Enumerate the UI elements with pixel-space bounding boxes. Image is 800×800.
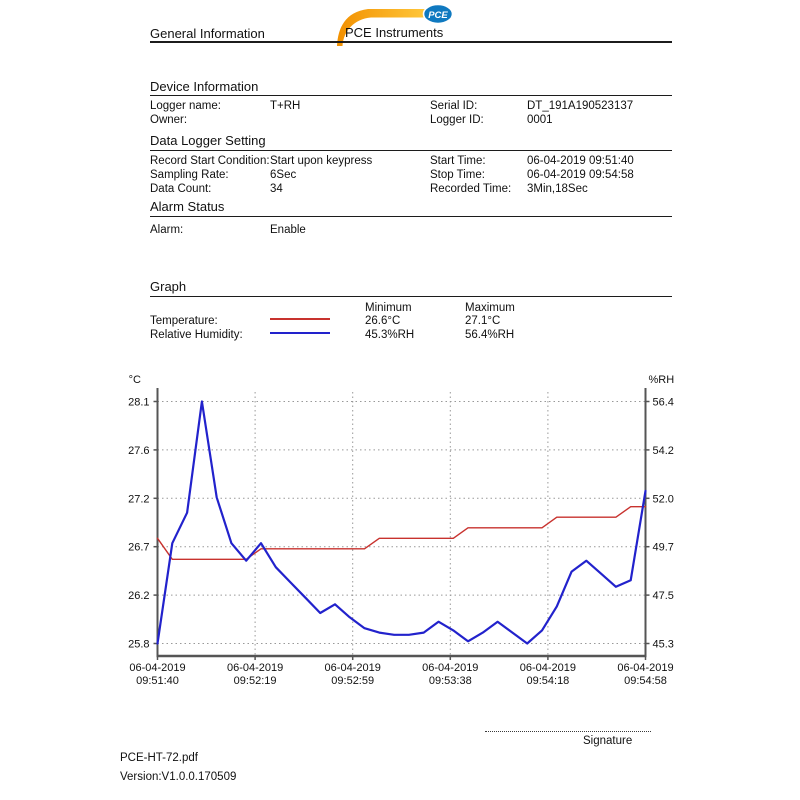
left-axis-unit-label: °C (128, 374, 141, 386)
legend-label-temperature: Temperature: (150, 314, 218, 327)
right-axis-tick-label: 47.5 (652, 590, 674, 603)
humidity-line-swatch (270, 332, 330, 335)
section-rule (150, 296, 672, 297)
field-value: 0001 (527, 114, 553, 126)
left-axis-tick-label: 26.7 (128, 541, 150, 554)
field-value: 3Min,18Sec (527, 182, 588, 195)
x-axis-time-label: 09:54:58 (624, 675, 667, 687)
signature-label: Signature (583, 734, 633, 747)
field-label: Record Start Condition: (150, 154, 270, 167)
field-value: 06-04-2019 09:54:58 (527, 168, 634, 181)
field-value: Start upon keypress (270, 154, 373, 167)
left-axis-tick-label: 28.1 (128, 396, 150, 409)
right-axis-tick-label: 52.0 (652, 493, 674, 506)
x-axis-time-label: 09:52:59 (331, 675, 375, 687)
field-label: Alarm: (150, 223, 184, 236)
relative-humidity-line (158, 402, 646, 644)
legend-min-header: Minimum (365, 302, 412, 314)
legend-label-humidity: Relative Humidity: (150, 328, 243, 341)
left-axis-tick-label: 25.8 (128, 638, 150, 651)
x-axis-date-label: 06-04-2019 (226, 662, 284, 674)
field-label: Serial ID: (430, 99, 478, 112)
temperature-line-swatch (270, 318, 330, 320)
x-axis-time-label: 09:53:38 (428, 675, 472, 687)
section-title-device-information: Device Information (150, 79, 259, 94)
section-rule (150, 95, 672, 96)
logo-badge-text: PCE (428, 9, 448, 21)
field-label: Recorded Time: (430, 182, 512, 195)
legend-min-temperature: 26.6°C (365, 314, 401, 327)
field-label: Data Count: (150, 182, 212, 195)
brand-name: PCE Instruments (345, 25, 444, 40)
x-axis-date-label: 06-04-2019 (519, 662, 577, 674)
right-axis-unit-label: %RH (648, 374, 675, 386)
field-label: Start Time: (430, 154, 486, 167)
field-value: 06-04-2019 09:51:40 (527, 154, 634, 167)
field-value: 6Sec (270, 168, 297, 181)
section-rule (150, 216, 672, 217)
section-title-alarm-status: Alarm Status (150, 199, 225, 214)
right-axis-tick-label: 49.7 (652, 541, 674, 554)
legend-max-humidity: 56.4%RH (465, 328, 515, 341)
section-title-data-logger-setting: Data Logger Setting (150, 133, 266, 148)
legend-max-header: Maximum (465, 302, 515, 314)
right-axis-tick-label: 56.4 (652, 396, 674, 409)
field-label: Sampling Rate: (150, 168, 229, 181)
signature-line (485, 731, 651, 732)
x-axis-time-label: 09:52:19 (233, 675, 277, 687)
section-title-graph: Graph (150, 279, 187, 294)
field-value: DT_191A190523137 (527, 99, 634, 112)
left-axis-tick-label: 27.6 (128, 444, 150, 457)
section-rule (150, 150, 672, 151)
field-label: Logger name: (150, 99, 221, 112)
x-axis-time-label: 09:51:40 (136, 675, 179, 687)
temperature-humidity-chart (0, 362, 800, 702)
x-axis-date-label: 06-04-2019 (324, 662, 381, 674)
footer-filename: PCE-HT-72.pdf (120, 752, 198, 764)
field-label: Owner: (150, 114, 188, 126)
field-value: T+RH (270, 99, 301, 112)
right-axis-tick-label: 45.3 (652, 638, 674, 651)
header-rule (150, 41, 672, 43)
header-left-title: General Information (150, 26, 265, 41)
x-axis-date-label: 06-04-2019 (422, 662, 479, 674)
temperature-line (158, 507, 646, 560)
x-axis-time-label: 09:54:18 (526, 675, 570, 687)
left-axis-tick-label: 26.2 (128, 590, 150, 603)
field-label: Stop Time: (430, 168, 485, 181)
legend-min-humidity: 45.3%RH (365, 328, 415, 341)
footer-version: Version:V1.0.0.170509 (120, 771, 237, 783)
right-axis-tick-label: 54.2 (652, 444, 674, 457)
field-value: 34 (270, 182, 283, 195)
field-label: Logger ID: (430, 114, 484, 126)
field-value: Enable (270, 223, 306, 236)
legend-max-temperature: 27.1°C (465, 314, 501, 327)
left-axis-tick-label: 27.2 (128, 493, 150, 506)
x-axis-date-label: 06-04-2019 (617, 662, 674, 674)
x-axis-date-label: 06-04-2019 (129, 662, 186, 674)
